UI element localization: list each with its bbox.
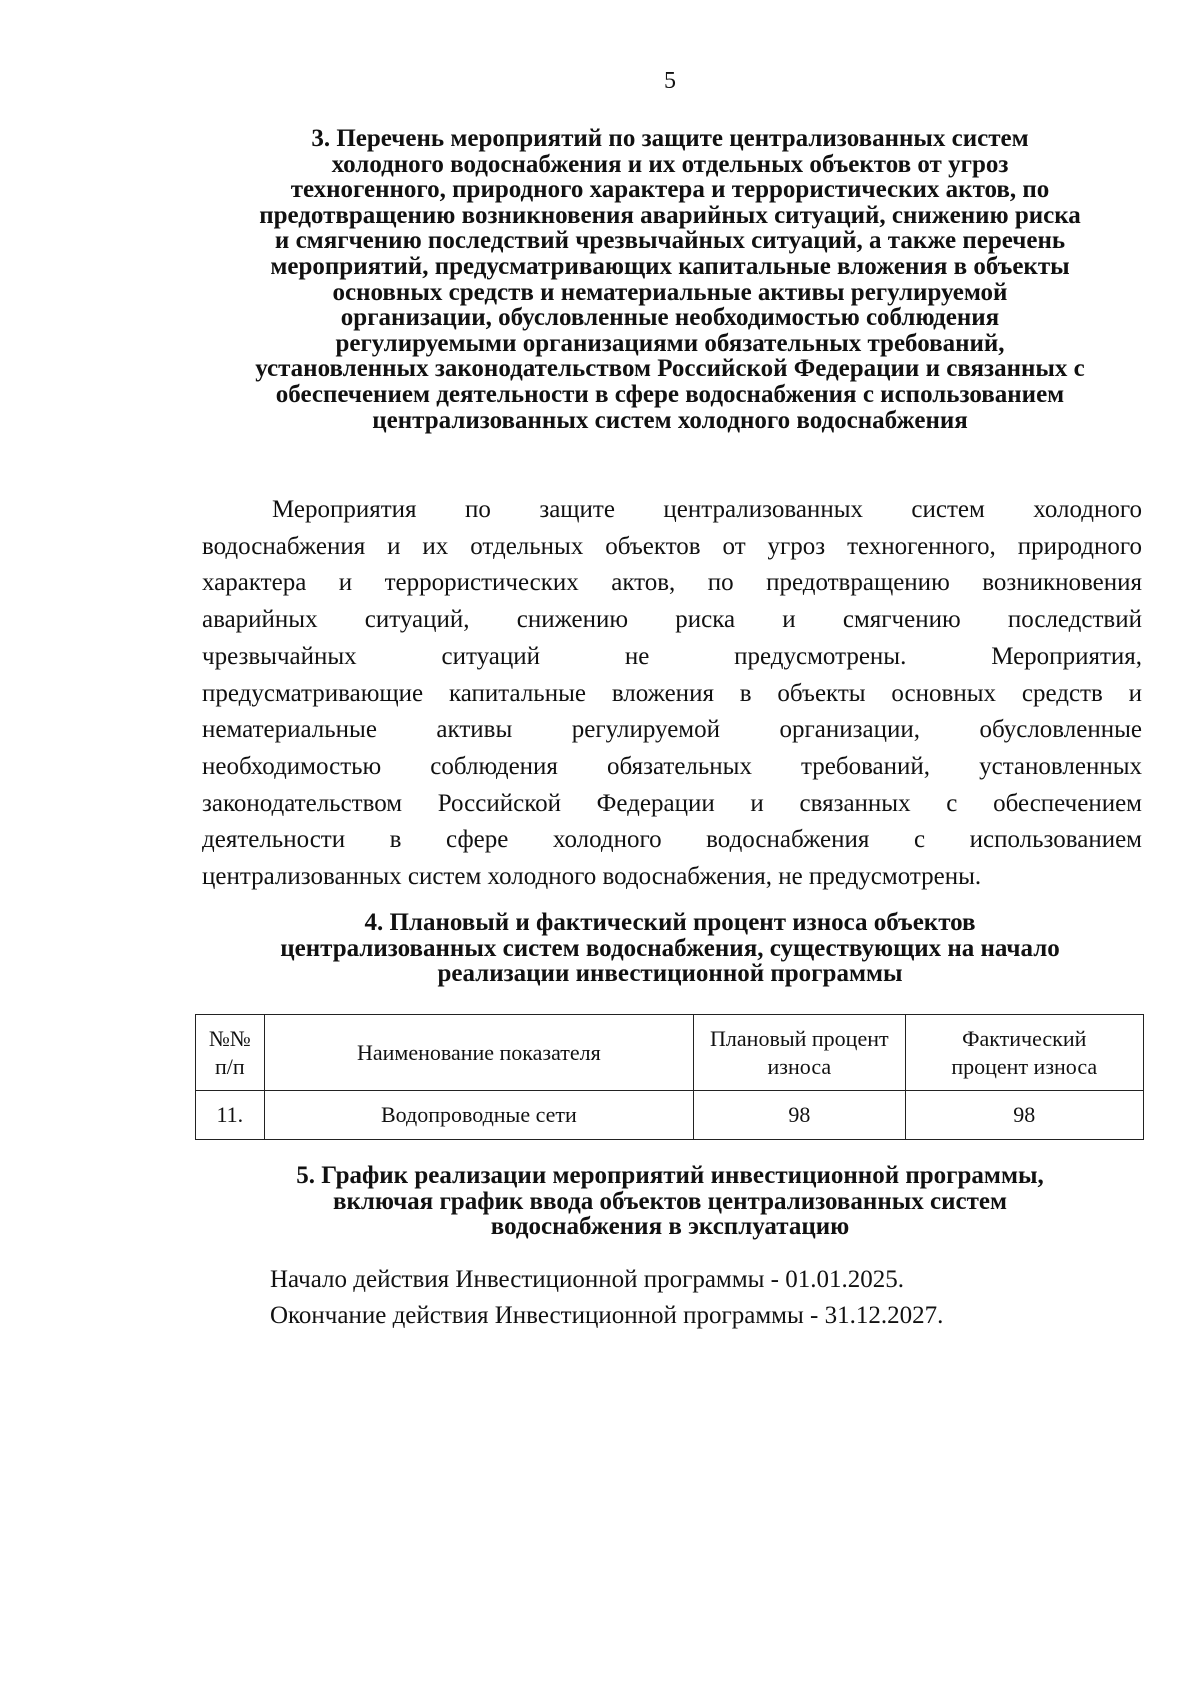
heading-line: техногенного, природного характера и террористических актов, по xyxy=(290,176,1050,204)
section-4-heading xyxy=(190,910,1150,987)
program-start-text: Начало действия Инвестиционной программы - 01.01.2025. xyxy=(270,1266,905,1293)
heading-line: организации, обусловленные необходимостью соблюдения xyxy=(340,304,1000,332)
paragraph-line: необходимостью соблюдения обязательных требований, установленных xyxy=(202,752,1142,780)
heading-line: реализации инвестиционной программы xyxy=(437,960,903,988)
heading-line: 4. Плановый и фактический процент износа объектов xyxy=(364,909,976,936)
heading-line: предотвращению возникновения аварийных ситуаций, снижению риска xyxy=(259,201,1081,229)
column-header-indicator: Наименование показателя xyxy=(264,1015,694,1091)
planned-wear-cell: 98 xyxy=(694,1091,905,1140)
paragraph-line: централизованных систем холодного водоснабжения, не предусмотрены. xyxy=(202,863,982,891)
program-end-text: Окончание действия Инвестиционной программы - 31.12.2027. xyxy=(270,1302,944,1329)
heading-line: водоснабжения в эксплуатацию xyxy=(490,1213,850,1241)
heading-line: регулируемыми организациями обязательных требований, xyxy=(335,329,1005,357)
heading-line: централизованных систем водоснабжения, существующих на начало xyxy=(280,934,1060,962)
column-header-number: №№ п/п xyxy=(196,1015,265,1091)
wear-percentage-table xyxy=(195,1014,1144,1140)
column-header-planned: Плановый процент износа xyxy=(694,1015,905,1091)
heading-line: 3. Перечень мероприятий по защите централизованных систем xyxy=(311,125,1029,152)
page-number: 5 xyxy=(664,68,676,94)
heading-line: основных средств и нематериальные активы регулируемой xyxy=(332,278,1008,306)
actual-wear-cell: 98 xyxy=(905,1091,1143,1140)
column-header-actual: Фактический процент износа xyxy=(905,1015,1143,1091)
heading-line: установленных законодательством Российской Федерации и связанных с xyxy=(255,355,1085,383)
heading-line: включая график ввода объектов централизованных систем xyxy=(332,1187,1007,1215)
paragraph-line: Мероприятия по защите централизованных систем холодного xyxy=(272,496,1142,523)
heading-line: 5. График реализации мероприятий инвестиционной программы, xyxy=(296,1162,1044,1189)
paragraph-line: водоснабжения и их отдельных объектов от угроз техногенного, природного xyxy=(202,532,1142,560)
paragraph-line: нематериальные активы регулируемой организации, обусловленные xyxy=(202,716,1142,744)
heading-line: и смягчению последствий чрезвычайных ситуаций, а также перечень xyxy=(274,227,1066,255)
section-3-heading xyxy=(190,126,1150,433)
paragraph-line: законодательством Российской Федерации и связанных с обеспечением xyxy=(202,789,1142,817)
paragraph-line: аварийных ситуаций, снижению риска и смягчению последствий xyxy=(202,606,1142,634)
heading-line: мероприятий, предусматривающих капитальные вложения в объекты xyxy=(270,252,1070,280)
table-header-row xyxy=(196,1015,1144,1091)
section-3-paragraph xyxy=(202,492,1142,896)
heading-line: холодного водоснабжения и их отдельных объектов от угроз xyxy=(331,150,1009,178)
paragraph-line: характера и террористических актов, по предотвращению возникновения xyxy=(202,569,1142,597)
paragraph-line: чрезвычайных ситуаций не предусмотрены. Мероприятия, xyxy=(202,642,1142,670)
heading-line: централизованных систем холодного водоснабжения xyxy=(372,406,968,434)
table-row xyxy=(196,1091,1144,1140)
row-number-cell: 11. xyxy=(196,1091,265,1140)
program-dates xyxy=(270,1262,943,1334)
section-5-heading xyxy=(190,1163,1150,1240)
paragraph-line: деятельности в сфере холодного водоснабжения с использованием xyxy=(202,826,1142,854)
indicator-name-cell: Водопроводные сети xyxy=(264,1091,694,1140)
heading-line: обеспечением деятельности в сфере водоснабжения с использованием xyxy=(275,380,1065,408)
paragraph-line: предусматривающие капитальные вложения в объекты основных средств и xyxy=(202,679,1142,707)
